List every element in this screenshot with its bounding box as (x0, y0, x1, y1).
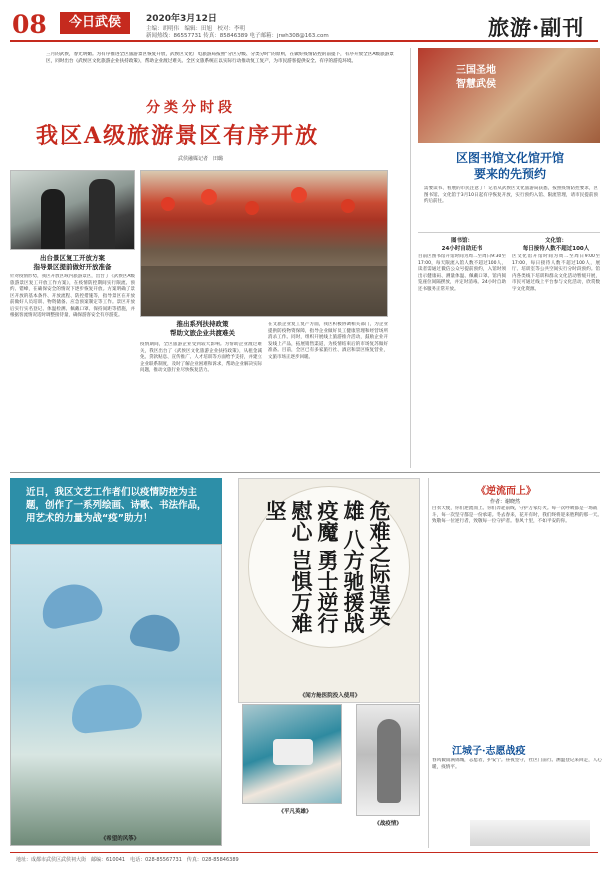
photo1-caption: 出台景区复工开放方案 指导景区提前做好开放准备 (33, 254, 112, 271)
library-lead: 需要读书、看展的市民注意了！记者从武侯区文化旅游局获悉，按照疫情防控要求，区图书馆、文化馆于3月10日起有序恢复开放，实行预约入馆、限流管理，请市民提前预约后前往。 (424, 186, 598, 204)
photo2-caption: 推出系列扶持政策 帮助文旅企业共渡难关 (170, 320, 235, 337)
intro-paragraph: 三月的武侯，春光明媚。为有序推进全区旅游景区恢复开放，武侯区文化广电旅游局按照“分区分级、分类分时”的原则，在做好疫情防控的前提下，有序开放全区A级旅游景区，同时出台《武侯区文化旅游企业扶持政策》，帮助企业渡过难关。全区文旅系统正以实际行动推动复工复产，为市民游客提供安全、有序的游览环境。 (46, 52, 394, 64)
poem2-text: 春风微雨满锦城，志愿者，护安宁。昼夜坚守，社区门前行。测温登记来回走，人心暖，疫情平。 (432, 758, 602, 770)
poem1-title: 《逆流而上》 (476, 486, 536, 497)
article-kicker: 分类分时段 (146, 100, 236, 116)
drawing2-caption: 《平凡英雄》 (278, 809, 312, 815)
library-headline: 区图书馆文化馆开馆 要来的先预约 (455, 151, 564, 181)
mask-kite (128, 611, 183, 653)
face-mask (273, 739, 313, 765)
section-divider (10, 472, 600, 473)
mask-kite (37, 579, 104, 631)
footer-text: 地址：成都市武侯区武侯祠大街 邮编：610041 电话：028-85567731 传真：028-85846389 (16, 857, 239, 863)
lantern (291, 187, 307, 203)
column-divider (410, 48, 411, 468)
editorial-meta: 主编：胡明伟 编辑：田旭 校对：李明 新闻热线：86557731 传真：85846389 电子邮箱：jrwh308@163.com (146, 26, 329, 39)
article-column-1: 针对疫情形势，我区开放区域内旅游景区，出台了《武侯区A级旅游景区复工开放工作方案》，在疫情防控期间实行限流、预约、错峰，在确保安全的情况下逐步恢复开放。方案明确了景区开放的基本条件、开放流程、防控措施等，指导景区在开放前做好人员培训、物资储备、应急预案制定等工作。景区开放后实行实名登记、体温检测、佩戴口罩、保持间距等措施，并根据客流情况适时调整接待量，确保游客安全有序游览。 (10, 274, 135, 318)
calligraphy-caption: 《闻方舱医院投入使用》 (299, 693, 361, 699)
poster-text: 三国圣地 智慧武侯 (456, 65, 496, 90)
poem1-author: 作者：谢晓然 (490, 499, 521, 505)
drawing3-caption: 《战疫情》 (374, 821, 402, 827)
drawing1-caption: 《希望的风筝》 (100, 836, 140, 842)
person-silhouette (89, 179, 115, 250)
mask-kite (69, 681, 143, 734)
header-rule (10, 40, 598, 42)
paper-logo: 今日武侯 (60, 12, 130, 34)
calligraphy-text: 危难之际逞英雄 八方驰援战疫魔 勇士逆行慰心 岂惧万难坚 (263, 500, 392, 634)
poem1-text: 白衣天使，你们逆流而上。你们奔赴前线，守护万家灯火。每一次呼吸都是一场战斗，每一次坚守都是一份承诺。冬去春来，花开有时，我们终将迎来胜利的那一天。致敬每一位逆行者，致敬每一位守护者。春风十里，不如平安的你。 (432, 506, 602, 525)
drawing-sketch-figure (356, 704, 420, 816)
page-number: 08 (12, 10, 47, 39)
lantern (201, 189, 217, 205)
library-divider (418, 232, 600, 233)
article-column-3: 在文旅企业复工复产方面，我区积极协调相关部门，为企业提供防疫物资保障，指导企业做好员工健康管理和经营场所消杀工作。同时，组织开展线上旅游推介活动，鼓励企业开发线上产品，拓展销售渠道，为疫情结束后的市场复苏做好准备。目前，全区已有多家旅行社、酒店和景区恢复营业，文旅市场正逐步回暖。 (268, 322, 388, 360)
drawing-kites-masks (10, 544, 222, 846)
person-silhouette (41, 189, 65, 249)
wuhou-poster (418, 48, 600, 143)
article-column-2: 疫情期间，全区旅游企业受到较大影响。为帮助企业渡过难关，我区出台了《武侯区文化旅游企业扶持政策》，从租金减免、贷款贴息、宣传推广、人才培训等方面给予支持，并建立企业联系制度，及时了解企业困难和诉求，帮助企业解决实际问题，推动文旅行业尽快恢复活力。 (140, 342, 262, 373)
column-divider (428, 478, 429, 848)
library-column-b: 文化馆： 每日接待人数不超过100人 区文化馆开馆时间为周二至周日9:00至17:00，每日接待人数不超过100人，展厅、培训室等公共空间实行分时段预约。馆内各类线下培训和群众文化活动暂缓开展，市民可通过线上平台参与文化活动，欣赏数字文化资源。 (512, 238, 600, 292)
drawing-nurse (242, 704, 342, 804)
poem-illustration (470, 820, 590, 846)
photo-visitors-checkpoint (10, 170, 135, 250)
art-intro-box: 近日，我区文艺工作者们以疫情防控为主题，创作了一系列绘画、诗歌、书法作品，用艺术的力量为战“疫”助力！ (10, 478, 222, 544)
issue-date: 2020年3月12日 (146, 14, 217, 24)
section-title: 旅游·副刊 (488, 15, 585, 40)
footer-rule (10, 852, 598, 853)
lantern (341, 199, 355, 213)
lantern (161, 197, 175, 211)
article-headline: 我区A级旅游景区有序开放 (36, 123, 320, 149)
figure-silhouette (377, 719, 401, 803)
photo-temple-lanterns (140, 170, 388, 317)
article-byline: 武侯融媒记者 田璐 (178, 156, 224, 162)
poem2-title: 江城子·志愿战疫 (452, 746, 526, 757)
library-column-a: 图书馆： 24小时自助还书 目前区图书馆开馆时间为周二至周日9:30至17:00，每天限流入馆人数不超过100人，读者需通过微信公众号提前预约，入馆时须出示健康码、测量体温、佩戴口罩。馆内阅览座位间隔摆放，并定时消毒。24小时自助还书服务正常开放。 (418, 238, 506, 292)
street (141, 266, 388, 317)
lantern (245, 201, 259, 215)
